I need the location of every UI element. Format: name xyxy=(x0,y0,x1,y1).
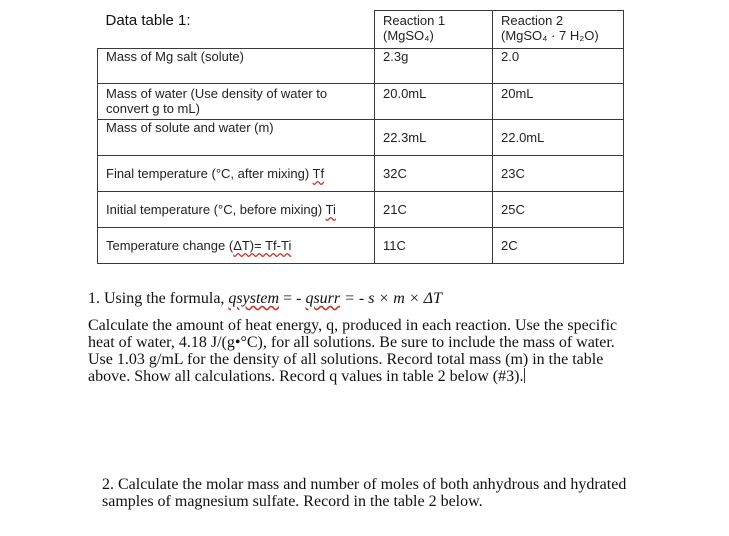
header-reaction-1-formula: (MgSO₄) xyxy=(383,28,434,43)
row-label: Mass of Mg salt (solute) xyxy=(98,49,375,84)
row-value-r2 xyxy=(493,84,624,120)
header-reaction-2-title: Reaction 2 xyxy=(501,13,564,28)
row-label-line: convert g to mL) xyxy=(106,101,200,116)
question-1-body[interactable] xyxy=(88,317,688,385)
label-text: Initial temperature (°C, before mixing) xyxy=(106,202,326,217)
text-cursor xyxy=(524,368,525,383)
row-value-r2 xyxy=(493,156,624,192)
question-1-last-line: above. Show all calculations. Record q values in table 2 below (#3). xyxy=(88,368,524,385)
question-1-body-line: heat of water, 4.18 J/(g•°C), for all solutions. Be sure to include the mass of water. xyxy=(88,334,615,351)
table-caption-cell xyxy=(98,11,375,49)
table-row xyxy=(98,156,624,192)
label-text: Final temperature (°C, after mixing) xyxy=(106,166,313,181)
label-text: Temperature change ( xyxy=(106,238,234,253)
cell-text: Mass of solute and water (m) xyxy=(106,120,274,135)
cell-text: 20mL xyxy=(501,86,534,101)
label-variable: Ti xyxy=(325,202,336,217)
cell-text: 20.0mL xyxy=(383,86,427,101)
cell-text: 21C xyxy=(383,202,407,217)
question-1-formula-line xyxy=(88,290,688,308)
table-row xyxy=(98,49,624,84)
cell-text: 32C xyxy=(383,166,407,181)
cell-text: 22.3mL xyxy=(383,130,427,145)
q-surr-term: qsurr xyxy=(305,290,341,307)
cell-text: 22.0mL xyxy=(501,130,545,145)
formula-equals: = - xyxy=(279,290,306,307)
row-label xyxy=(98,120,375,156)
table-row xyxy=(98,84,624,120)
row-label xyxy=(98,84,375,120)
question-2-line: 2. Calculate the molar mass and number of moles of both anhydrous and hydrated xyxy=(102,476,627,493)
row-value-r2 xyxy=(493,228,624,264)
header-reaction-1 xyxy=(375,11,493,49)
table-row xyxy=(98,228,624,264)
header-reaction-1-title: Reaction 1 xyxy=(383,13,446,28)
row-label xyxy=(98,156,375,192)
row-value-r1 xyxy=(375,156,493,192)
question-1-body-line: Calculate the amount of heat energy, q, produced in each reaction. Use the specific xyxy=(88,317,618,334)
data-table-1 xyxy=(97,10,624,264)
row-value-r2: 2.0 xyxy=(493,49,624,84)
header-reaction-2-formula: (MgSO₄ · 7 H₂O) xyxy=(501,28,599,43)
row-value-r1 xyxy=(375,120,493,156)
label-variable: Tf xyxy=(312,166,325,181)
q-system-term: qsystem xyxy=(228,290,280,307)
row-value-r1: 2.3g xyxy=(375,49,493,84)
table-caption: Data table 1: xyxy=(105,11,191,29)
cell-text xyxy=(106,228,366,253)
row-value-r1 xyxy=(375,192,493,228)
question-1-body-line: Use 1.03 g/mL for the density of all solutions. Record total mass (m) in the table xyxy=(88,351,604,368)
question-2[interactable] xyxy=(102,476,702,510)
question-1 xyxy=(88,290,688,385)
row-label xyxy=(98,192,375,228)
row-label xyxy=(98,228,375,264)
question-2-line: samples of magnesium sulfate. Record in the table 2 below. xyxy=(102,493,483,510)
label-variable: ΔT)= Tf-Ti xyxy=(233,238,292,253)
cell-text xyxy=(106,192,366,217)
cell-text: 25C xyxy=(501,202,525,217)
cell-text: 11C xyxy=(383,238,406,253)
row-label-line: Mass of water (Use density of water to xyxy=(106,86,328,101)
question-1-prefix: 1. Using the formula, xyxy=(88,290,229,307)
header-reaction-2 xyxy=(493,11,624,49)
table-row xyxy=(98,192,624,228)
cell-text xyxy=(106,156,366,181)
cell-text: 2C xyxy=(501,238,518,253)
formula-tail: = - s × m × ΔT xyxy=(340,290,442,307)
cell-text: 23C xyxy=(501,166,525,181)
row-value-r2 xyxy=(493,192,624,228)
row-value-r1 xyxy=(375,228,493,264)
row-value-r1 xyxy=(375,84,493,120)
table-row xyxy=(98,120,624,156)
row-value-r2 xyxy=(493,120,624,156)
question-1-body-line xyxy=(88,368,688,385)
